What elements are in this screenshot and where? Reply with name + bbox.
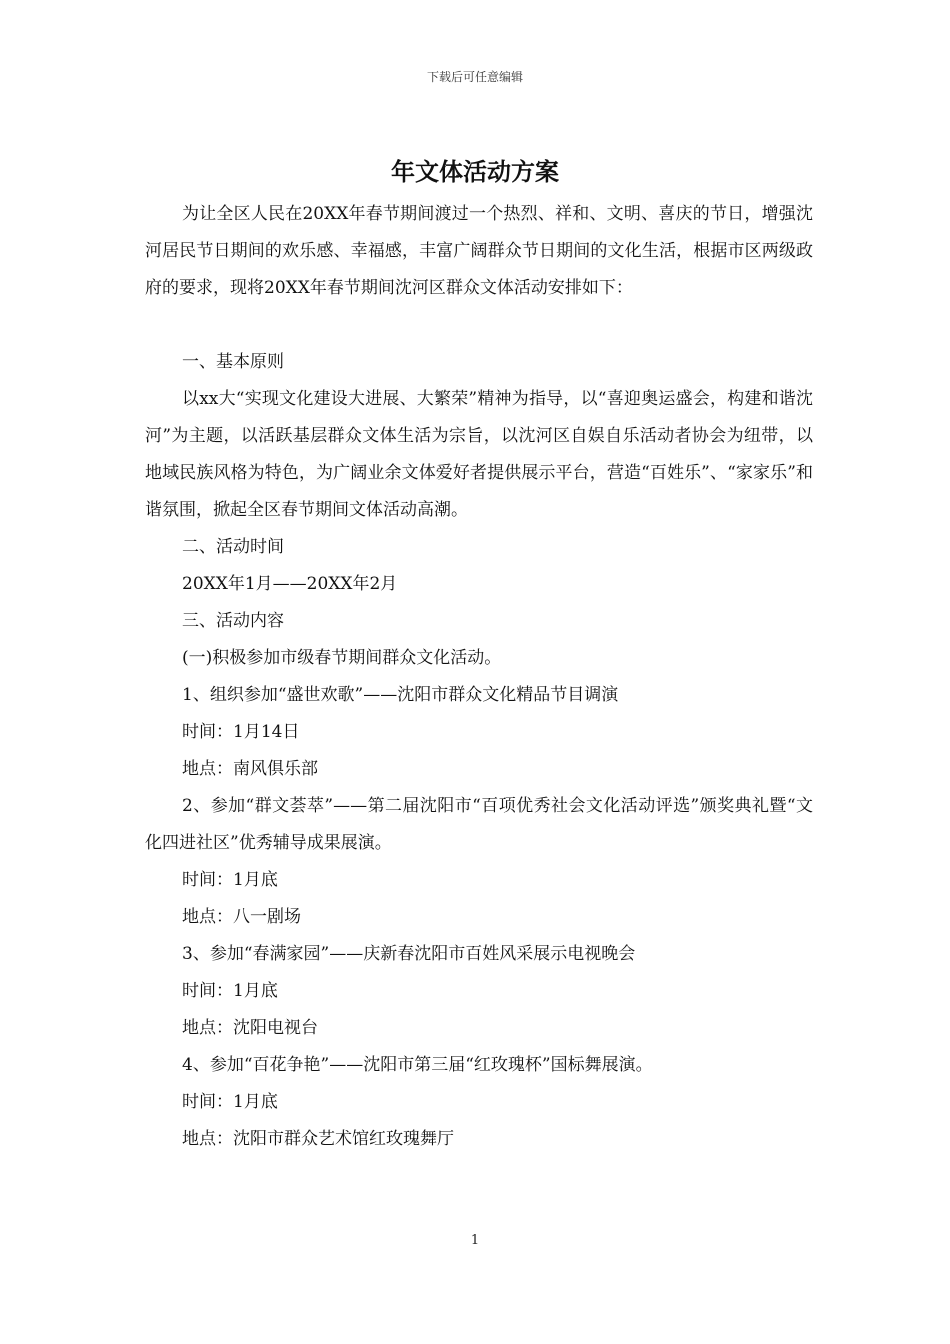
event-3-title: 3、参加“春满家园”——庆新春沈阳市百姓风采展示电视晚会 <box>182 944 636 964</box>
event-4-title: 4、参加“百花争艳”——沈阳市第三届“红玫瑰杯”国标舞展演。 <box>182 1055 653 1075</box>
event-1-time: 时间：1月14日 <box>182 722 300 742</box>
event-1-title: 1、组织参加“盛世欢歌”——沈阳市群众文化精品节目调演 <box>182 685 619 705</box>
section-heading-time: 二、活动时间 <box>182 537 284 557</box>
page-number: 1 <box>470 1233 480 1248</box>
section-heading-content: 三、活动内容 <box>182 611 284 631</box>
event-4-location: 地点：沈阳市群众艺术馆红玫瑰舞厅 <box>182 1129 454 1149</box>
event-1-location: 地点：南风俱乐部 <box>182 759 318 779</box>
event-2-time: 时间：1月底 <box>182 870 278 890</box>
event-4-time: 时间：1月底 <box>182 1092 278 1112</box>
subsection-heading: (一)积极参加市级春节期间群众文化活动。 <box>182 648 502 668</box>
principles-paragraph: 以xx大“实现文化建设大进展、大繁荣”精神为指导，以“喜迎奥运盛会，构建和谐沈河”为主题，以活跃基层群众文体生活为宗旨，以沈河区自娱自乐活动者协会为纽带，以地域民族风格为特色，为广阔业余文体爱好者提供展示平台，营造“百姓乐”、“家家乐”和谐氛围，掀起全区春节期间文体活动高潮。 <box>145 389 813 520</box>
activity-period: 20XX年1月——20XX年2月 <box>182 574 398 594</box>
event-3-location: 地点：沈阳电视台 <box>182 1018 318 1038</box>
event-2-location: 地点：八一剧场 <box>182 907 301 927</box>
document-title: 年文体活动方案 <box>391 157 559 186</box>
event-2-title: 2、参加“群文荟萃”——第二届沈阳市“百项优秀社会文化活动评选”颁奖典礼暨“文化四进社区”优秀辅导成果展演。 <box>145 796 813 853</box>
intro-paragraph: 为让全区人民在20XX年春节期间渡过一个热烈、祥和、文明、喜庆的节日，增强沈河居民节日期间的欢乐感、幸福感，丰富广阔群众节日期间的文化生活，根据市区两级政府的要求，现将20XX年春节期间沈河区群众文体活动安排如下： <box>145 204 813 298</box>
document-body <box>145 196 813 1158</box>
page-header-note: 下载后可任意编辑 <box>426 70 523 84</box>
event-3-time: 时间：1月底 <box>182 981 278 1001</box>
section-heading-principles: 一、基本原则 <box>182 352 284 372</box>
